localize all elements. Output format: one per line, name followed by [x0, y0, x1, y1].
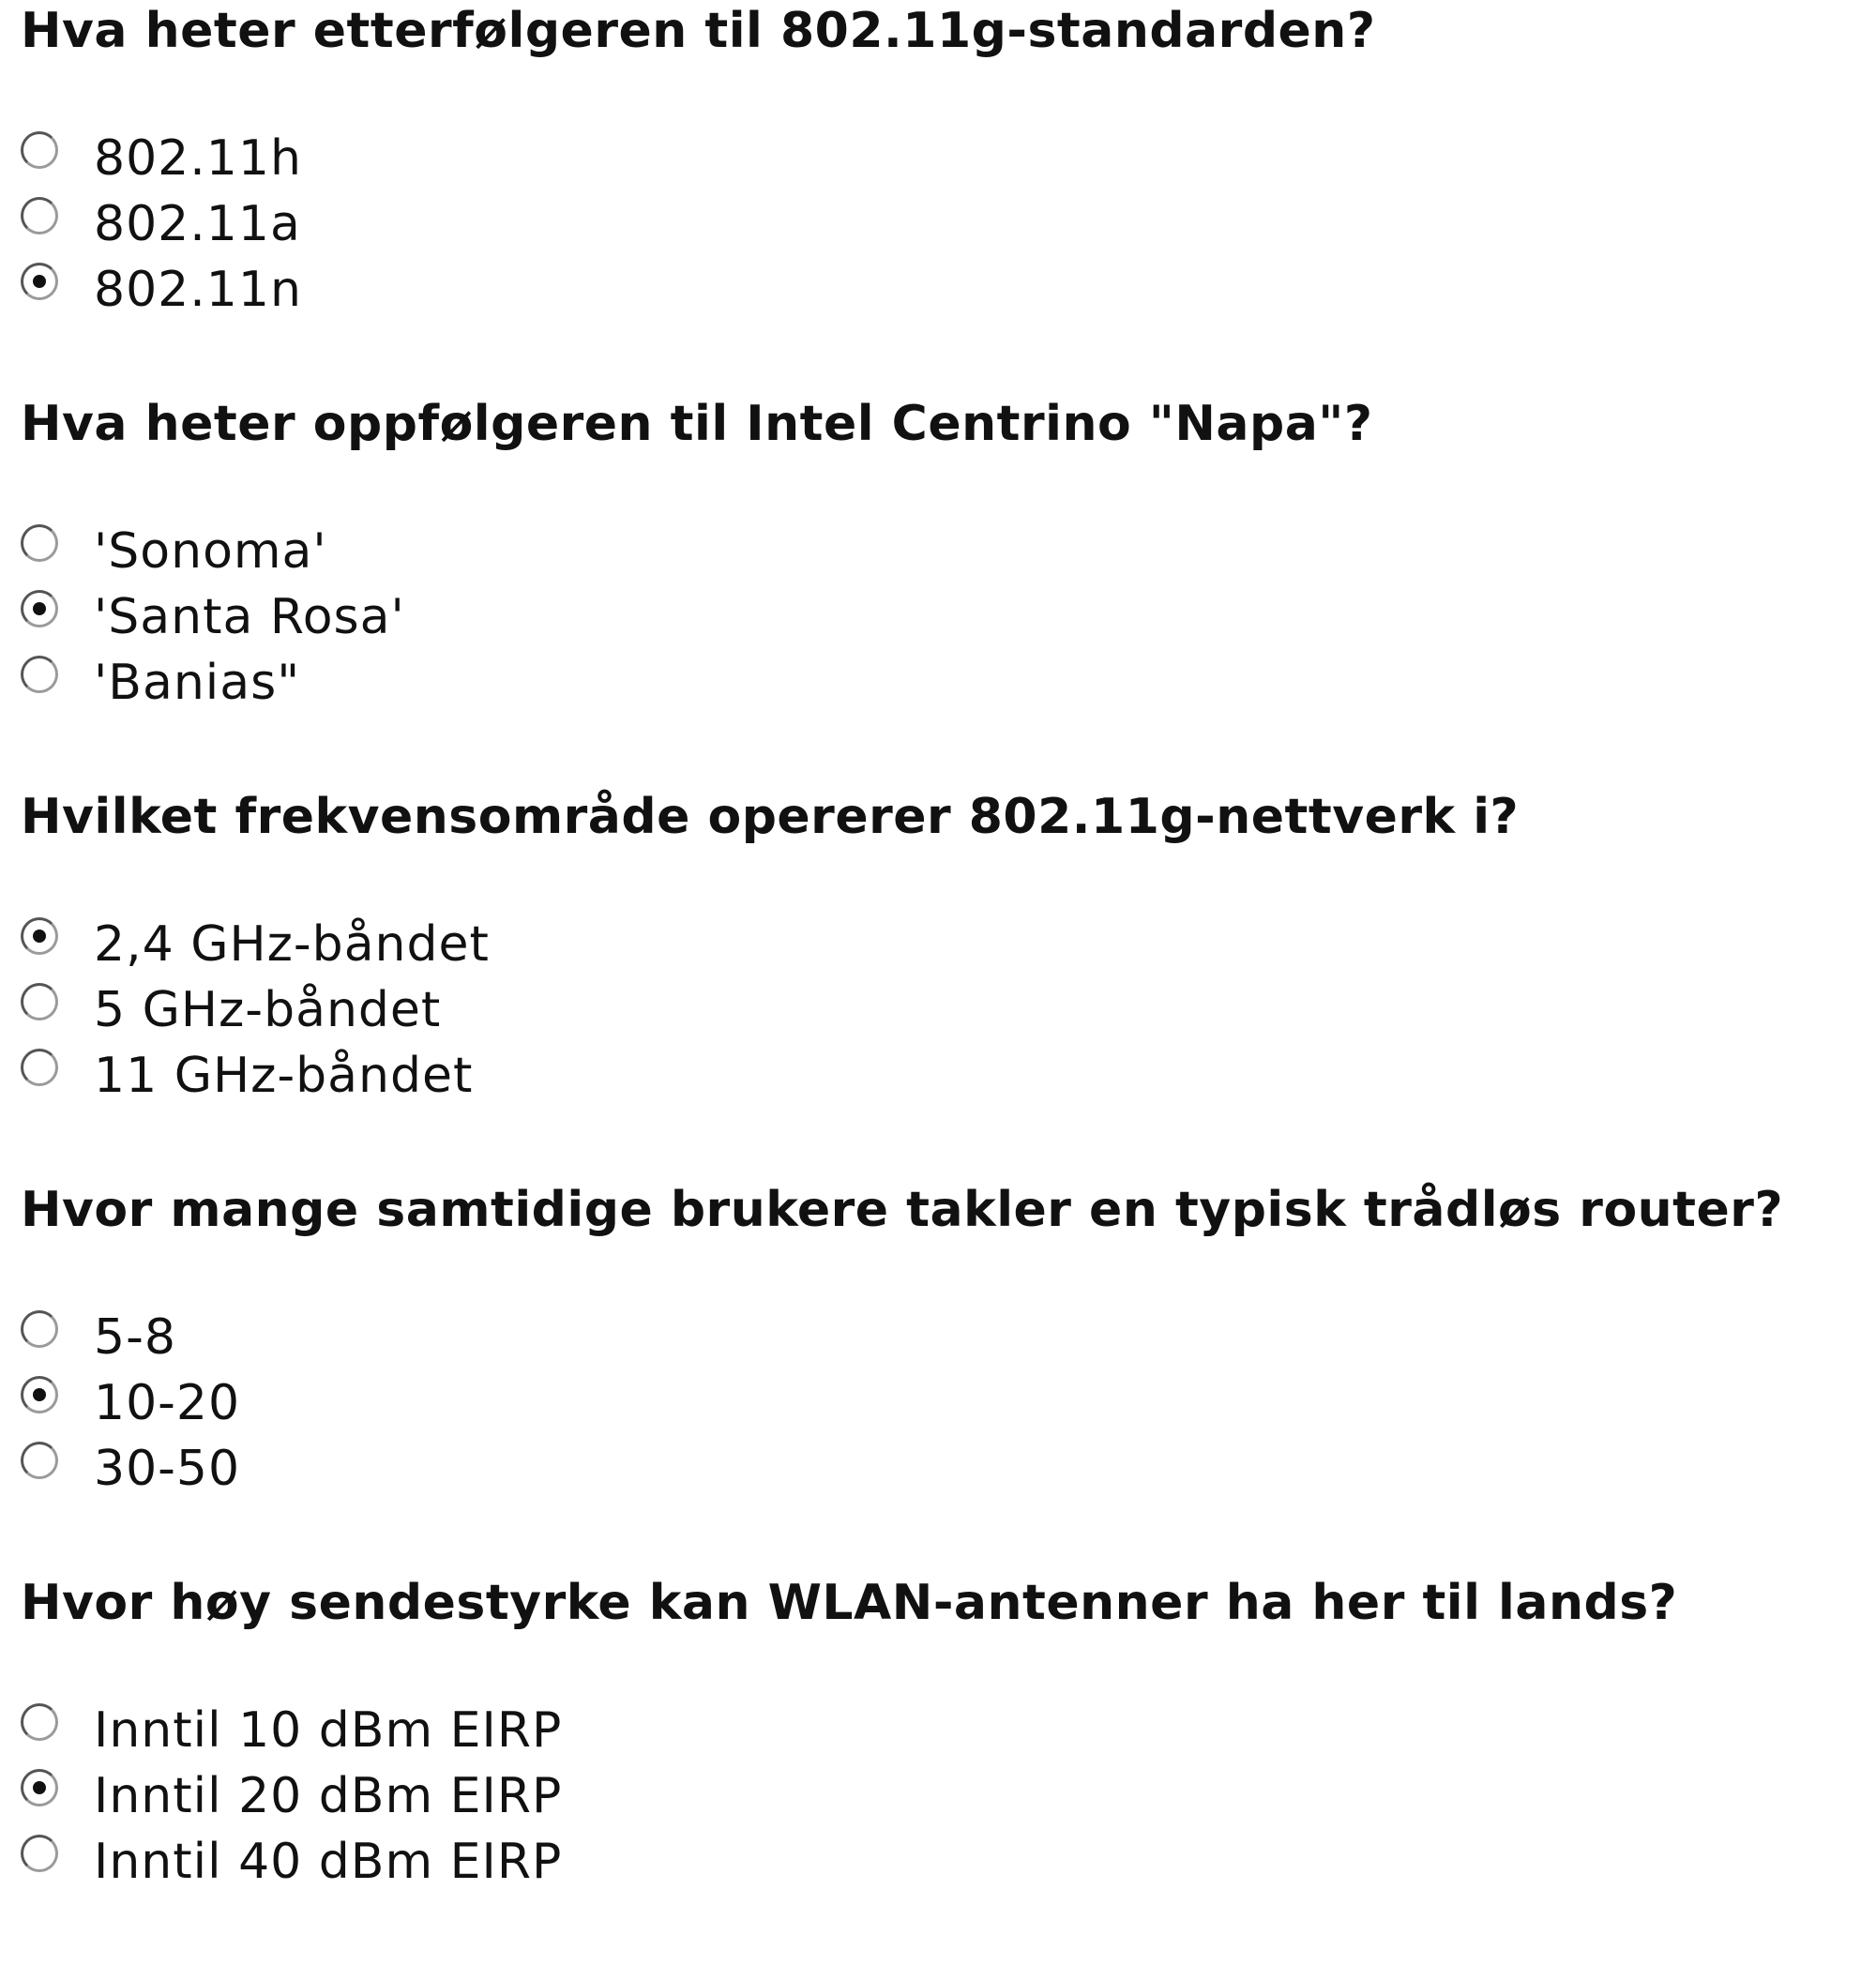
question-5-option-2[interactable] — [21, 1763, 562, 1829]
question-4-option-2[interactable] — [21, 1370, 240, 1436]
radio-button[interactable] — [21, 983, 58, 1020]
radio-button[interactable] — [21, 197, 58, 234]
question-2-option-3[interactable] — [21, 650, 405, 716]
question-4 — [21, 1179, 1868, 1572]
question-5-option-1[interactable] — [21, 1698, 562, 1763]
option-label[interactable]: 'Banias" — [94, 655, 301, 711]
question-2-options — [21, 519, 405, 716]
question-3-option-3[interactable] — [21, 1043, 490, 1109]
question-4-options — [21, 1305, 240, 1502]
question-4-option-1[interactable] — [21, 1305, 240, 1370]
option-label[interactable]: 802.11a — [94, 196, 301, 252]
radio-button[interactable] — [21, 1442, 58, 1479]
radio-button[interactable] — [21, 1049, 58, 1086]
radio-button[interactable] — [21, 1835, 58, 1872]
question-3-option-1[interactable] — [21, 912, 490, 977]
option-label[interactable]: 'Santa Rosa' — [94, 589, 405, 645]
radio-button[interactable] — [21, 1769, 58, 1806]
question-3-text: Hvilket frekvensområde opererer 802.11g-nettverk i? — [21, 789, 1520, 845]
question-1-option-1[interactable] — [21, 126, 302, 191]
question-5-option-3[interactable] — [21, 1829, 562, 1895]
option-label[interactable]: 802.11n — [94, 262, 302, 318]
radio-button[interactable] — [21, 131, 58, 169]
option-label[interactable]: Inntil 20 dBm EIRP — [94, 1768, 563, 1824]
radio-button[interactable] — [21, 1310, 58, 1348]
radio-button[interactable] — [21, 590, 58, 627]
option-label[interactable]: 'Sonoma' — [94, 523, 327, 580]
quiz-form — [21, 0, 1868, 1965]
question-1-text: Hva heter etterfølgeren til 802.11g-standarden? — [21, 3, 1376, 59]
radio-button[interactable] — [21, 524, 58, 562]
option-label[interactable]: 30-50 — [94, 1441, 241, 1497]
question-4-option-3[interactable] — [21, 1436, 240, 1502]
radio-button[interactable] — [21, 1703, 58, 1741]
question-1-option-3[interactable] — [21, 257, 302, 323]
option-label[interactable]: 2,4 GHz-båndet — [94, 916, 490, 973]
option-label[interactable]: Inntil 40 dBm EIRP — [94, 1834, 563, 1890]
question-2-text: Hva heter oppfølgeren til Intel Centrino "Napa"? — [21, 396, 1373, 452]
question-2-option-1[interactable] — [21, 519, 405, 584]
question-1 — [21, 0, 1868, 393]
question-3 — [21, 786, 1868, 1179]
option-label[interactable]: Inntil 10 dBm EIRP — [94, 1702, 563, 1759]
radio-button[interactable] — [21, 1376, 58, 1413]
question-3-option-2[interactable] — [21, 977, 490, 1043]
option-label[interactable]: 5-8 — [94, 1309, 176, 1366]
radio-button[interactable] — [21, 917, 58, 955]
question-4-text: Hvor mange samtidige brukere takler en typisk trådløs router? — [21, 1182, 1784, 1238]
question-2-option-2[interactable] — [21, 584, 405, 650]
option-label[interactable]: 802.11h — [94, 130, 302, 187]
question-5-text: Hvor høy sendestyrke kan WLAN-antenner ha her til lands? — [21, 1575, 1678, 1631]
question-2 — [21, 393, 1868, 786]
question-5 — [21, 1572, 1868, 1965]
question-1-option-2[interactable] — [21, 191, 302, 257]
question-1-options — [21, 126, 302, 323]
radio-button[interactable] — [21, 656, 58, 693]
radio-button[interactable] — [21, 263, 58, 300]
option-label[interactable]: 10-20 — [94, 1375, 241, 1431]
option-label[interactable]: 5 GHz-båndet — [94, 982, 442, 1038]
question-5-options — [21, 1698, 562, 1895]
question-3-options — [21, 912, 490, 1109]
option-label[interactable]: 11 GHz-båndet — [94, 1048, 474, 1104]
